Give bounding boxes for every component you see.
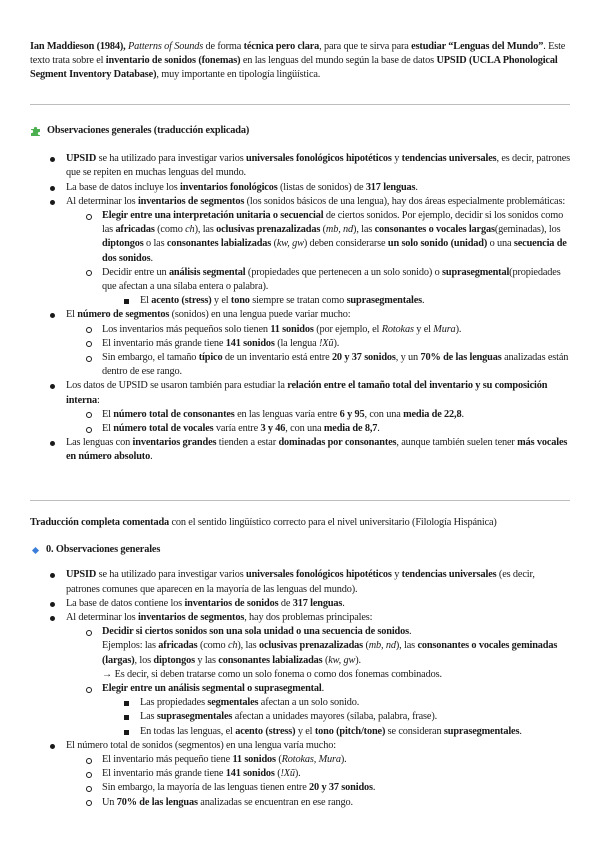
section-2-heading: 0. Observaciones generales bbox=[30, 543, 570, 557]
list-item: El número de segmentos (sonidos) en una lengua puede variar mucho: bbox=[30, 308, 570, 322]
list-item: El acento (stress) y el tono siempre se tratan como suprasegmentales. bbox=[30, 294, 570, 308]
intro-paragraph: Ian Maddieson (1984), Patterns of Sounds de forma técnica pero clara, para que te sirva para estudiar “Lenguas del Mundo”. Este texto trata sobre el inventario de sonidos (fonemas) en las lenguas del mundo según la base de datos UPSID (UCLA Phonological Segment Inventory Database), muy importante en tipología lingüística. bbox=[30, 41, 566, 81]
list-item: El número total de sonidos (segmentos) en una lengua varía mucho: bbox=[30, 739, 570, 753]
section-2 bbox=[30, 516, 570, 810]
list-item: UPSID se ha utilizado para investigar varios universales fonológicos hipotéticos y tendencias universales (es decir, patrones comunes que aparecen en la mayoría de las lenguas del mundo). bbox=[30, 568, 570, 596]
divider bbox=[30, 104, 570, 105]
section-1 bbox=[30, 124, 570, 465]
list-item: El número total de consonantes en las lenguas varía entre 6 y 95, con una media de 22,8. bbox=[30, 408, 570, 422]
section-1-list bbox=[30, 152, 570, 464]
list-item: Al determinar los inventarios de segmentos, hay dos problemas principales: bbox=[30, 611, 570, 625]
list-item-continuation: Ejemplos: las africadas (como ch), las oclusivas prenazalizadas (mb, nd), las consonantes o vocales geminadas (largas), los diptongos y las consonantes labializadas (kw, gw). bbox=[102, 640, 558, 666]
list-item: La base de datos contiene los inventarios de sonidos de 317 lenguas. bbox=[30, 597, 570, 611]
list-item: UPSID se ha utilizado para investigar varios universales fonológicos hipotéticos y tendencias universales, es decir, patrones que se repiten en muchas lenguas del mundo. bbox=[30, 152, 570, 180]
list-item: Elegir entre una interpretación unitaria o secuencial de ciertos sonidos. Por ejemplo, decidir si los sonidos como las africadas (como ch), las oclusivas prenazalizadas (mb, nd), las consonantes o vocales largas(geminadas), los diptongos o las consonantes labializadas (kw, gw) deben considerarse un solo sonido (unidad) o una secuencia de dos sonidos. bbox=[30, 209, 570, 266]
list-item: Sin embargo, la mayoría de las lenguas tienen entre 20 y 37 sonidos. bbox=[30, 781, 570, 795]
list-item: Las lenguas con inventarios grandes tienden a estar dominadas por consonantes, aunque también suelen tener más vocales en número absoluto. bbox=[30, 436, 570, 464]
section-2-intro: Traducción completa comentada con el sentido lingüístico correcto para el nivel universitario (Filología Hispánica) bbox=[30, 517, 497, 528]
blue-diamond-icon bbox=[32, 547, 39, 554]
list-item: Las suprasegmentales afectan a unidades mayores (sílaba, palabra, frase). bbox=[30, 710, 570, 724]
list-item: Los datos de UPSID se usaron también para estudiar la relación entre el tamaño total del inventario y su composición interna: bbox=[30, 379, 570, 407]
list-item: Los inventarios más pequeños solo tienen 11 sonidos (por ejemplo, el Rotokas y el Mura). bbox=[30, 323, 570, 337]
list-item: Decidir si ciertos sonidos son una sola unidad o una secuencia de sonidos. bbox=[30, 625, 570, 639]
list-item: Las propiedades segmentales afectan a un solo sonido. bbox=[30, 696, 570, 710]
list-item: Un 70% de las lenguas analizadas se encuentran en ese rango. bbox=[30, 796, 570, 810]
list-item-continuation: → Es decir, si deben tratarse como un solo fonema o como dos fonemas combinados. bbox=[102, 668, 442, 680]
list-item: Al determinar los inventarios de segmentos (los sonidos básicos de una lengua), hay dos áreas especialmente problemáticas: bbox=[30, 195, 570, 209]
puzzle-piece-icon bbox=[30, 125, 42, 137]
list-item: El inventario más pequeño tiene 11 sonidos (Rotokas, Mura). bbox=[30, 753, 570, 767]
section-1-heading: Observaciones generales (traducción explicada) bbox=[30, 124, 570, 138]
divider bbox=[30, 500, 570, 501]
section-2-list bbox=[30, 568, 570, 809]
list-item: El número total de vocales varía entre 3 y 46, con una media de 8,7. bbox=[30, 422, 570, 436]
list-item: En todas las lenguas, el acento (stress) y el tono (pitch/tone) se consideran suprasegmentales. bbox=[30, 725, 570, 739]
list-item: El inventario más grande tiene 141 sonidos (!Xũ). bbox=[30, 767, 570, 781]
list-item: Elegir entre un análisis segmental o suprasegmental. bbox=[30, 682, 570, 696]
list-item: La base de datos incluye los inventarios fonológicos (listas de sonidos) de 317 lenguas. bbox=[30, 181, 570, 195]
list-item: Decidir entre un análisis segmental (propiedades que pertenecen a un solo sonido) o suprasegmental(propiedades que afectan a una sílaba entera o palabra). bbox=[30, 266, 570, 294]
list-item: Sin embargo, el tamaño típico de un inventario está entre 20 y 37 sonidos, y un 70% de las lenguas analizadas están dentro de ese rango. bbox=[30, 351, 570, 379]
list-item: El inventario más grande tiene 141 sonidos (la lengua !Xũ). bbox=[30, 337, 570, 351]
